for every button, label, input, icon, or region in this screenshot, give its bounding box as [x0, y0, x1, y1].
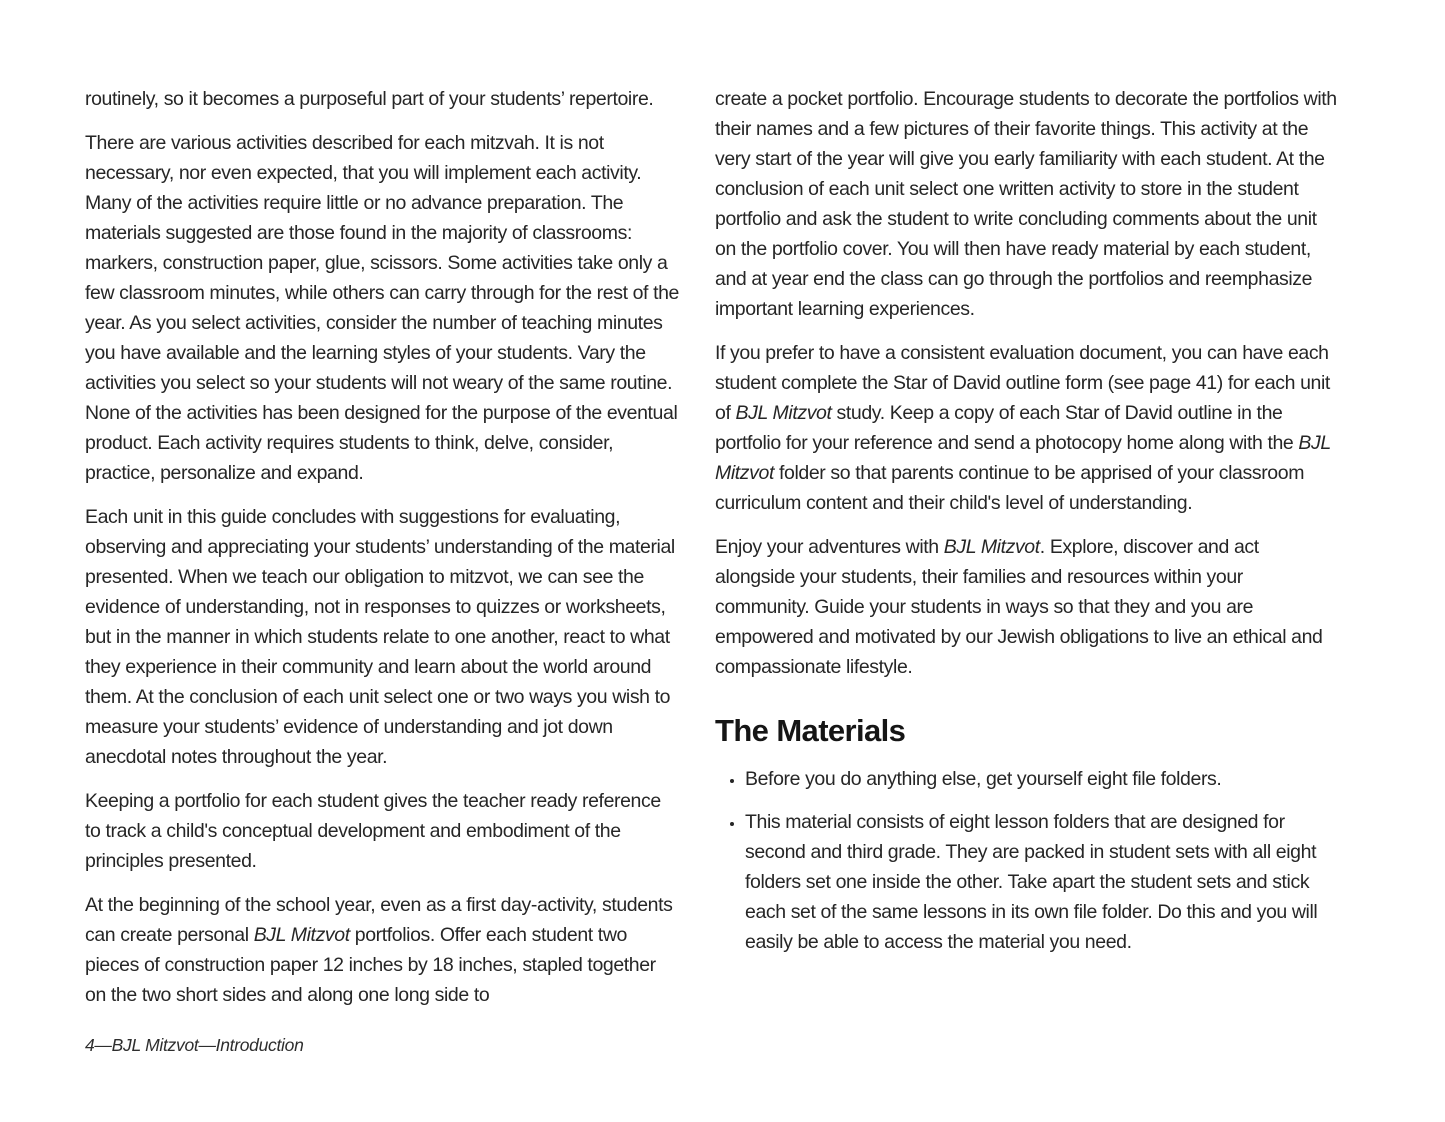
text-run: There are various activities described for each mitzvah. It is not necessary, nor even expected, that you will implement each activity. Many of the activities require little or no advance preparation. The materials suggested are those found in the majority of classrooms: markers, construction paper, glue, scissors. Some activities take only a few classroom minutes, while others can carry through for the rest of the year. As you select activities, consider the number of teaching minutes you have available and the learning styles of your students. Vary the activities you select so your students will not weary of the same routine. None of the activities has been designed for the purpose of the eventual product. Each activity requires students to think, delve, consider, practice, personalize and expand. [85, 132, 679, 484]
text-run: routinely, so it becomes a purposeful part of your students’ repertoire. [85, 88, 654, 110]
italic-text-run: BJL Mitzvot [253, 924, 350, 946]
paragraph [715, 532, 1341, 682]
text-run: Before you do anything else, get yourself eight file folders. [745, 768, 1222, 790]
page-footer: 4—BJL Mitzvot—Introduction [85, 1035, 304, 1055]
text-run: study. Keep a copy of each Star of David outline in the portfolio for your reference and send a photocopy home along with the [715, 402, 1299, 454]
list-item [745, 764, 1341, 794]
paragraph [85, 502, 681, 772]
paragraph [85, 128, 681, 488]
text-run: . Explore, discover and act alongside your students, their families and resources within your community. Guide your students in ways so that they and you are empowered and motivated by our Jewish obligations to live an ethical and compassionate lifestyle. [715, 536, 1323, 678]
text-run: portfolios. Offer each student two pieces of construction paper 12 inches by 18 inches, stapled together on the two short sides and along one long side to [85, 924, 656, 1006]
paragraph [715, 84, 1341, 324]
text-run: This material consists of eight lesson folders that are designed for second and third grade. They are packed in student sets with all eight folders set one inside the other. Take apart the student sets and stick each set of the same lessons in its own file folder. Do this and you will easily be able to access the material you need. [745, 811, 1318, 953]
text-run: At the beginning of the school year, even as a first day-activity, students can create personal [85, 894, 673, 946]
italic-text-run: BJL Mitzvot [943, 536, 1040, 558]
paragraph [85, 84, 681, 114]
text-run: If you prefer to have a consistent evaluation document, you can have each student complete the Star of David outline form (see page 41) for each unit of [715, 342, 1330, 424]
paragraph [715, 338, 1341, 518]
text-run: folder so that parents continue to be apprised of your classroom curriculum content and their child's level of understanding. [715, 462, 1305, 514]
paragraph [85, 786, 681, 876]
paragraph [85, 890, 681, 1010]
two-column-layout [85, 84, 1341, 1024]
materials-bullet-list [715, 764, 1341, 957]
text-run: Keeping a portfolio for each student gives the teacher ready reference to track a child's conceptual development and embodiment of the principles presented. [85, 790, 661, 872]
right-column [715, 84, 1341, 1024]
left-column [85, 84, 681, 1024]
text-run: create a pocket portfolio. Encourage students to decorate the portfolios with their names and a few pictures of their favorite things. This activity at the very start of the year will give you early familiarity with each student. At the conclusion of each unit select one written activity to store in the student portfolio and ask the student to write concluding comments about the unit on the portfolio cover. You will then have ready material by each student, and at year end the class can go through the portfolios and reemphasize important learning experiences. [715, 88, 1337, 320]
italic-text-run: BJL Mitzvot [735, 402, 832, 424]
text-run: Enjoy your adventures with [715, 536, 944, 558]
text-run: Each unit in this guide concludes with suggestions for evaluating, observing and appreciating your students’ understanding of the material presented. When we teach our obligation to mitzvot, we can see the evidence of understanding, not in responses to quizzes or worksheets, but in the manner in which students relate to one another, react to what they experience in their community and learn about the world around them. At the conclusion of each unit select one or two ways you wish to measure your students’ evidence of understanding and jot down anecdotal notes throughout the year. [85, 506, 675, 768]
italic-text-run: BJL Mitzvot [715, 432, 1331, 484]
section-heading-the-materials: The Materials [715, 713, 906, 748]
list-item [745, 807, 1341, 957]
